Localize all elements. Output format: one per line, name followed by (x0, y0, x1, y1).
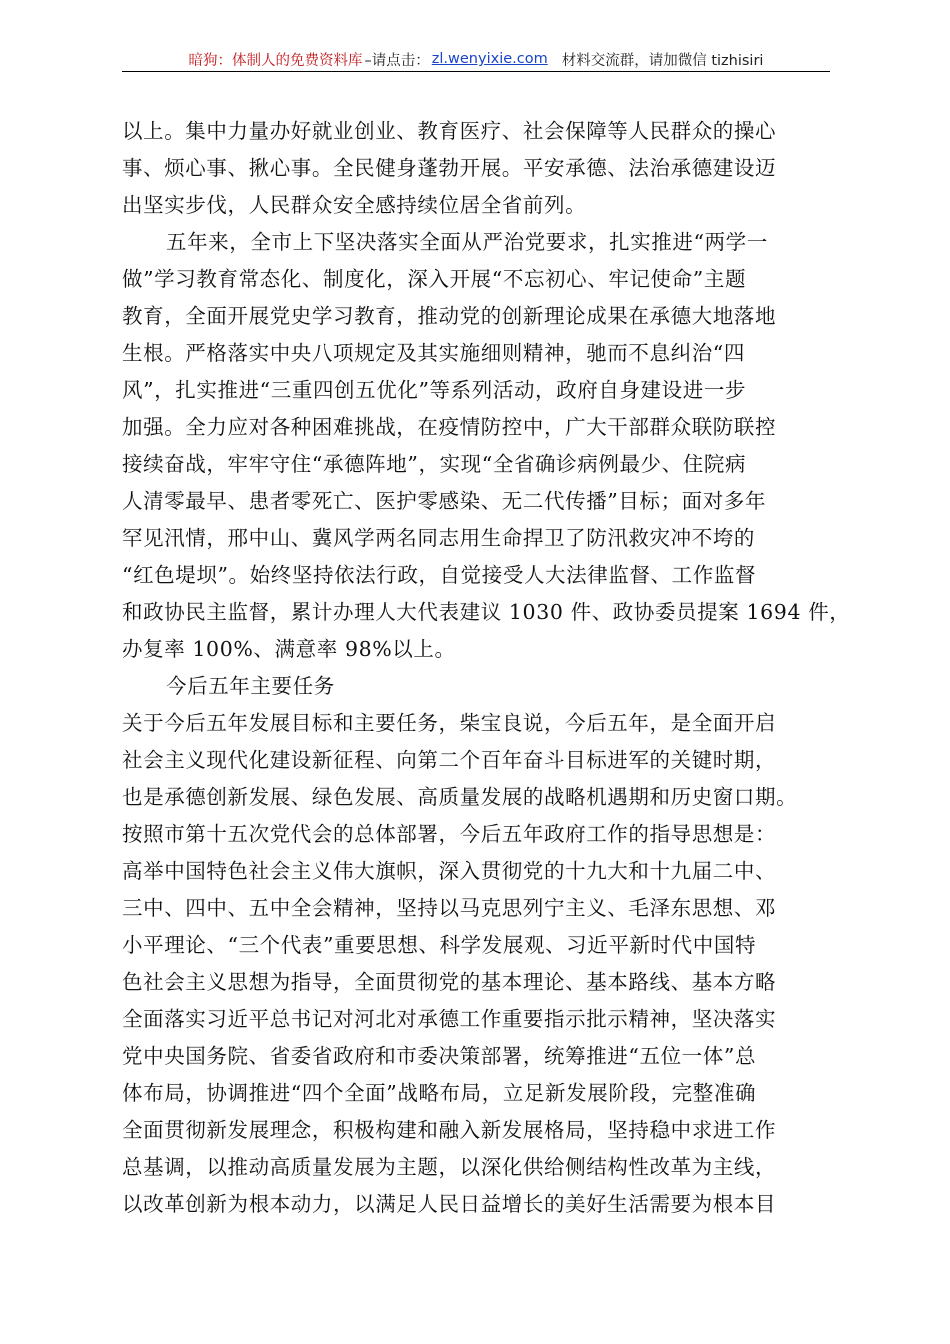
text-line: 全面落实习近平总书记对河北对承德工作重要指示批示精神，坚决落实 (122, 1007, 777, 1031)
text-line: 做”学习教育常态化、制度化，深入开展“不忘初心、牢记使命”主题 (122, 267, 747, 291)
page-header (122, 46, 830, 72)
text-line: 按照市第十五次党代会的总体部署，今后五年政府工作的指导思想是： (122, 822, 777, 846)
text-line: 社会主义现代化建设新征程、向第二个百年奋斗目标进军的关键时期， (122, 748, 777, 772)
text-line: 三中、四中、五中全会精神，坚持以马克思列宁主义、毛泽东思想、邓 (122, 896, 777, 920)
text-line: 总基调，以推动高质量发展为主题，以深化供给侧结构性改革为主线， (122, 1155, 777, 1179)
text-line: 以改革创新为根本动力，以满足人民日益增长的美好生活需要为根本目 (122, 1192, 777, 1216)
text-line: 接续奋战，牢牢守住“承德阵地”，实现“全省确诊病例最少、住院病 (122, 452, 747, 476)
text-line: 色社会主义思想为指导，全面贯彻党的基本理论、基本路线、基本方略 (122, 970, 777, 994)
text-line: 党中央国务院、省委省政府和市委决策部署，统筹推进“五位一体”总 (122, 1044, 757, 1068)
header-site-link[interactable]: zl.wenyixie.com (431, 51, 548, 67)
header-promo-text: 暗狗：体制人的免费资料库 (188, 52, 363, 69)
header-group-text: 材料交流群，请加微信 tizhisiri (561, 52, 764, 69)
text-line: 今后五年主要任务 (166, 674, 335, 698)
document-body (122, 113, 851, 1223)
text-line: 办复率 100%、满意率 98%以上。 (122, 637, 456, 661)
text-line: 人清零最早、患者零死亡、医护零感染、无二代传播”目标；面对多年 (122, 489, 767, 513)
text-line: 也是承德创新发展、绿色发展、高质量发展的战略机遇期和历史窗口期。 (122, 785, 798, 809)
text-line: 体布局，协调推进“四个全面”战略布局，立足新发展阶段，完整准确 (122, 1081, 757, 1105)
text-line: 罕见汛情，邢中山、冀风学两名同志用生命捍卫了防汛救灾冲不垮的 (122, 526, 755, 550)
text-line: 加强。全力应对各种困难挑战，在疫情防控中，广大干部群众联防联控 (122, 415, 777, 439)
text-line: 风”，扎实推进“三重四创五优化”等系列活动，政府自身建设进一步 (122, 378, 747, 402)
text-line: 出坚实步伐，人民群众安全感持续位居全省前列。 (122, 193, 587, 217)
text-line: 和政协民主监督，累计办理人大代表建议 1030 件、政协委员提案 1694 件， (122, 600, 851, 624)
text-line: 小平理论、“三个代表”重要思想、科学发展观、习近平新时代中国特 (122, 933, 757, 957)
text-line: 事、烦心事、揪心事。全民健身蓬勃开展。平安承德、法治承德建设迈 (122, 156, 777, 180)
text-line: 五年来，全市上下坚决落实全面从严治党要求，扎实推进“两学一 (166, 230, 768, 254)
text-line: “红色堤坝”。始终坚持依法行政，自觉接受人大法律监督、工作监督 (122, 563, 757, 587)
text-line: 教育，全面开展党史学习教育，推动党的创新理论成果在承德大地落地 (122, 304, 777, 328)
text-line: 生根。严格落实中央八项规定及其实施细则精神，驰而不息纠治“四 (122, 341, 745, 365)
header-divider (122, 71, 830, 72)
text-line: 高举中国特色社会主义伟大旗帜，深入贯彻党的十九大和十九届二中、 (122, 859, 777, 883)
header-prompt-text: –请点击： (364, 52, 430, 69)
text-line: 以上。集中力量办好就业创业、教育医疗、社会保障等人民群众的操心 (122, 119, 777, 143)
text-line: 全面贯彻新发展理念，积极构建和融入新发展格局，坚持稳中求进工作 (122, 1118, 777, 1142)
text-line: 关于今后五年发展目标和主要任务，柴宝良说，今后五年，是全面开启 (122, 711, 777, 735)
